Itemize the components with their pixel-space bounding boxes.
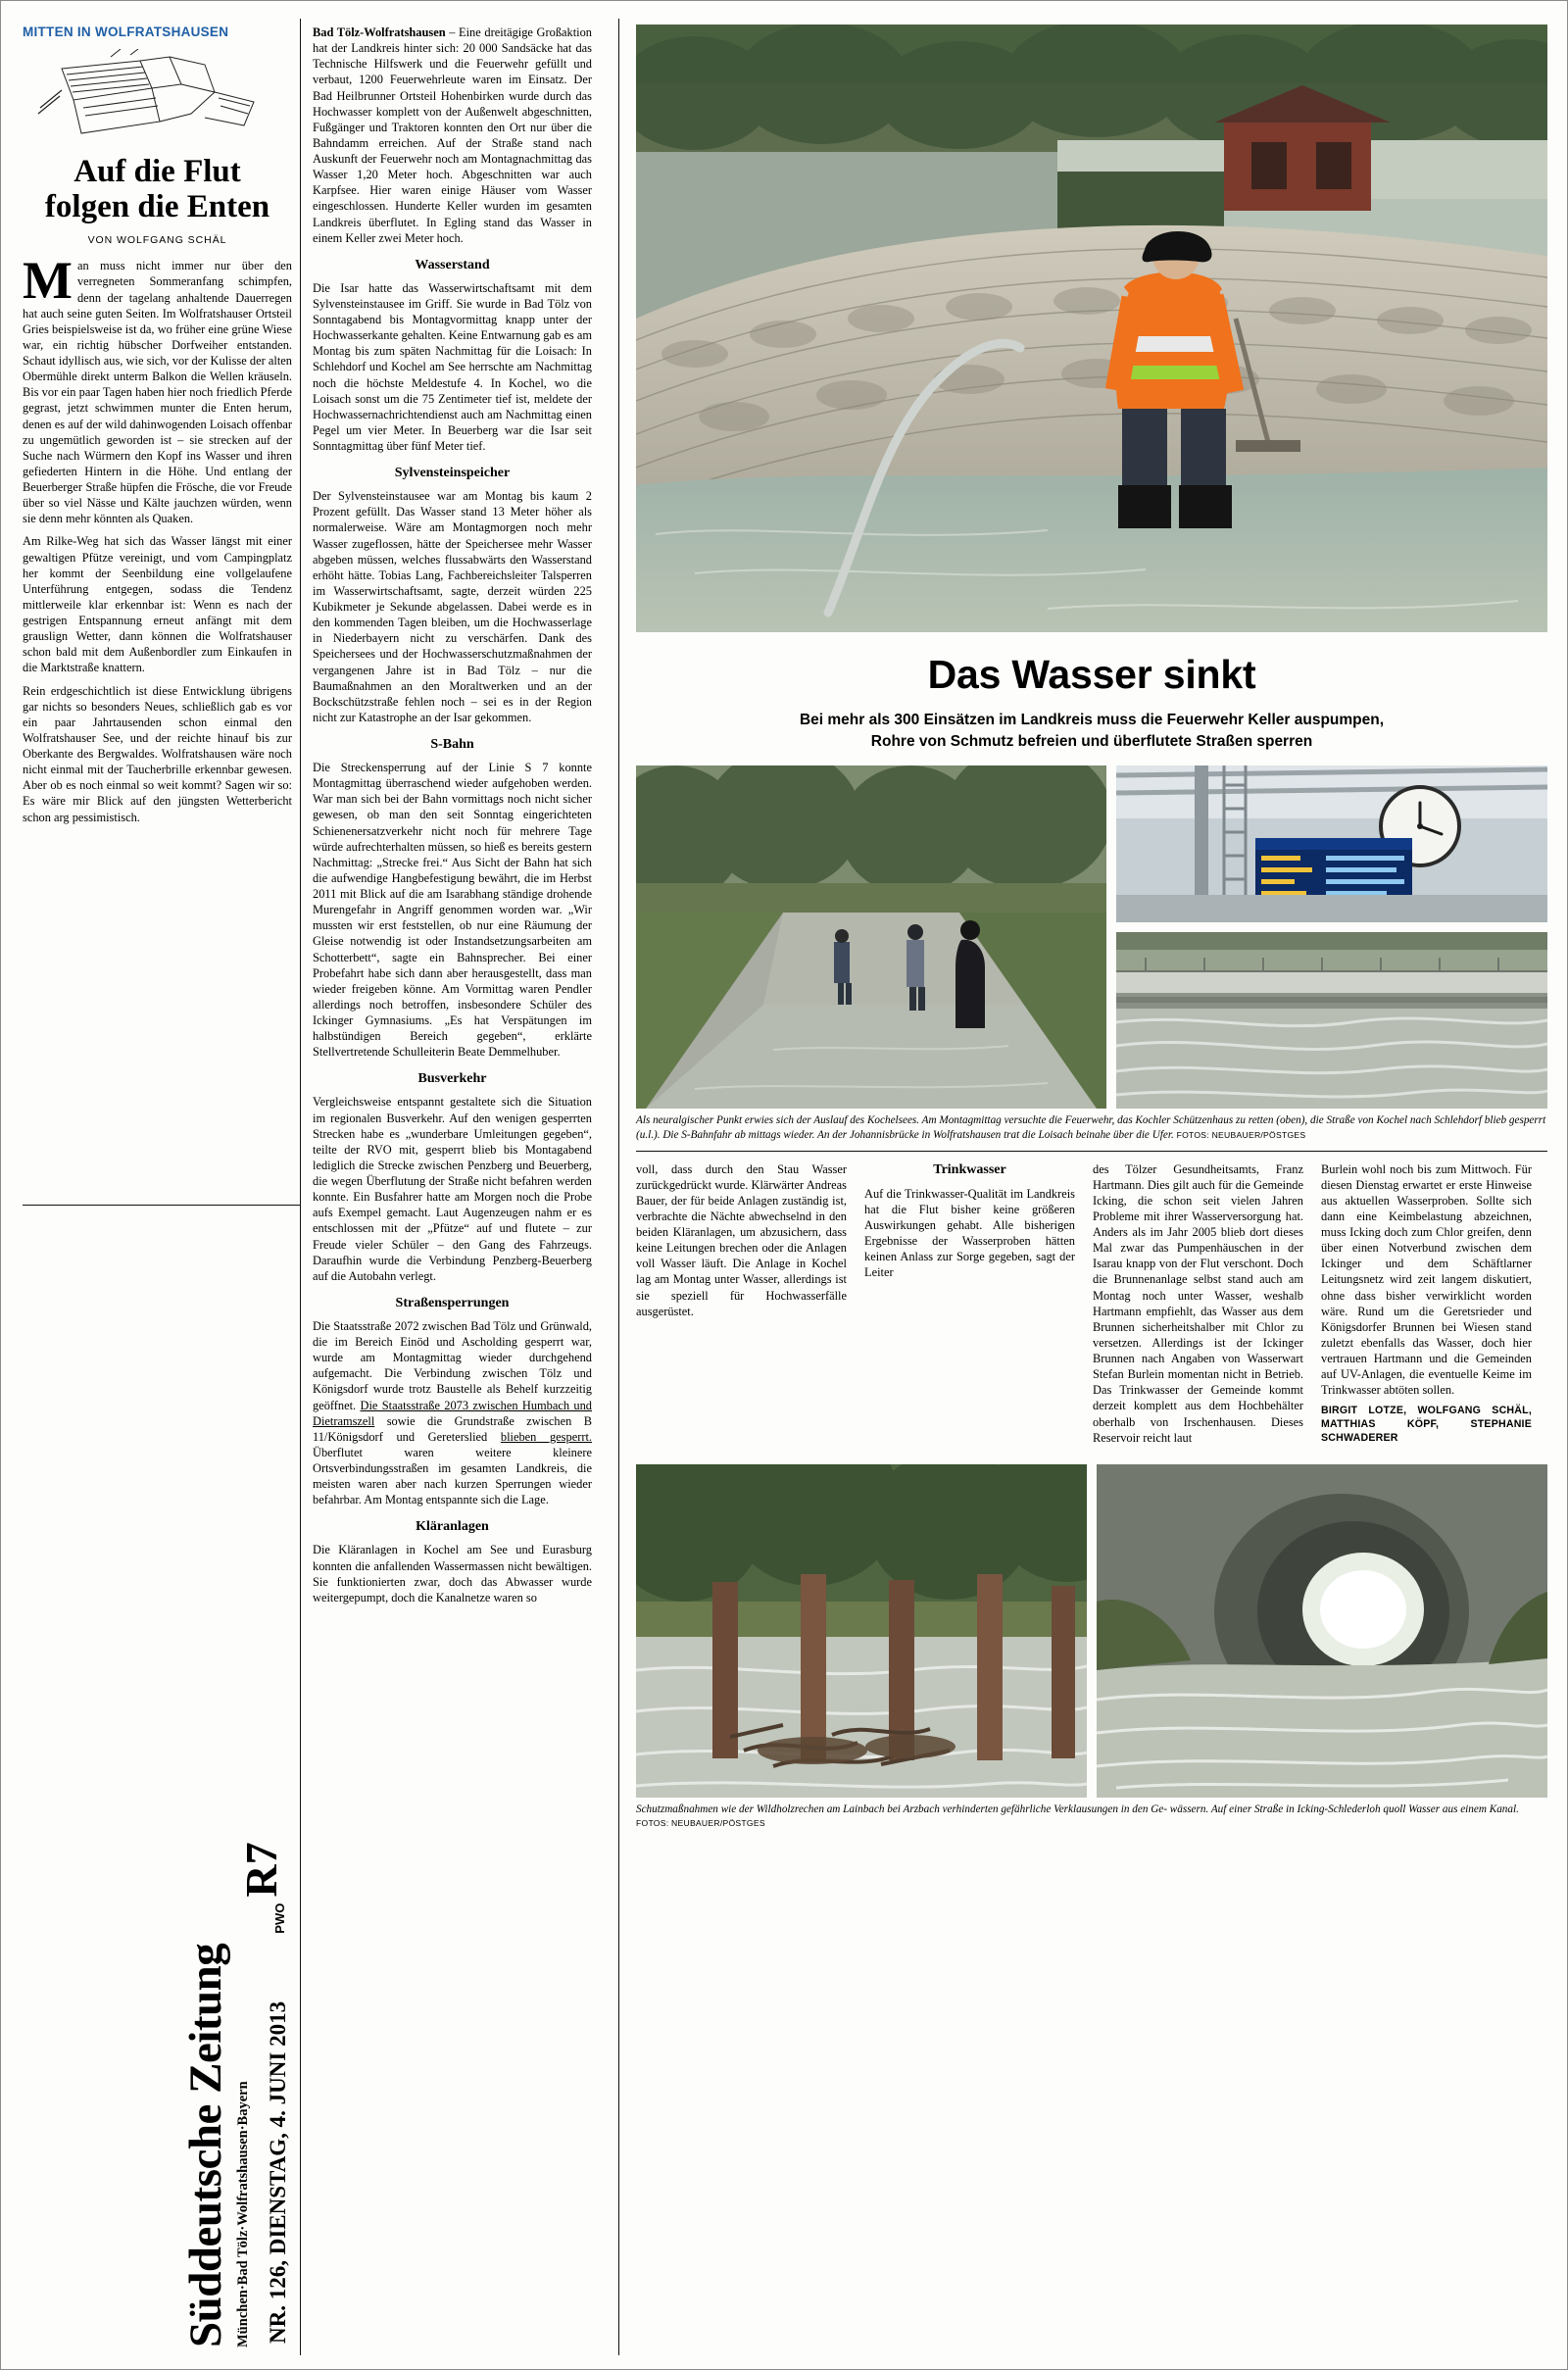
subhead-busverkehr: Busverkehr — [417, 1071, 487, 1087]
link-strasse-2073[interactable]: Die Staatsstraße 2073 zwischen Humbach und Dietramszell — [313, 1398, 592, 1428]
column-right — [636, 25, 1547, 1831]
paragraph: Rein erdgeschichtlich ist diese Entwicklung übrigens gar nichts so besonders Neues, schließlich gab es vor ein paar Jahrtausenden schon einmal den Wolfratshauser See, und der reichte hinauf bis zur Oberkante des Bergwaldes. Wolfratshausen wäre noch nicht einmal mit der Taucherbrille erkennbar gewesen. Aber ob es noch einmal so weit kommt? Sagen wir so: Es wäre mir Blick auf den jüngsten Wetterbericht schon arg pessimistisch. — [23, 683, 292, 824]
section-text — [313, 1542, 592, 1605]
paragraph: Der Sylvensteinstausee war am Montag bis kaum 2 Prozent gefüllt. Das Wasser stand 13 Meter höher als normalerweise. Wäre am Montagmorgen noch mehr Wasser zugeflossen, hätte der Speichersee mehr Wasser abgeben müssen, welches flussabwärts den Wasserstand erhöht hätte. Tobias Lang, Fachbereichsleiter Talsperren im Wasserwirtschaftsamt, sagte, derzeit würden 225 Kubikmeter je Sekunde abgelassen. Dabei werde es in den kommenden Tagen bleiben, um die Hochwasserlage in Niederbayern nicht zu verschärfen. Dank des Speichersees und der Hochwasserschutzmaßnahmen der vergangenen Jahre ist in Bad Tölz – nur die Baumaßnahmen an den Moraltwerken und an der Bockschützstraße fehlen noch – sei es in der Region nicht zur Katastrophe an der Isar gekommen. — [313, 489, 592, 724]
text-mid: sowie die Grundstraße zwischen B 11/Königsdorf und Gereterslied — [313, 1413, 592, 1444]
left-article-body — [23, 251, 292, 824]
column-rule-2 — [618, 19, 619, 2355]
page-title — [23, 155, 292, 224]
dateline: Bad Tölz-Wolfratshausen — [313, 25, 446, 39]
caption-bottom — [636, 1802, 1547, 1831]
lead-paragraph — [313, 25, 592, 246]
photo-wildholzrechen — [636, 1464, 1087, 1798]
paragraph — [313, 1318, 592, 1508]
column-two — [313, 25, 592, 1612]
column-left — [23, 25, 292, 832]
left-divider — [23, 1205, 300, 1206]
masthead — [0, 1804, 293, 2353]
bottom-text-columns — [636, 1161, 1547, 1453]
decorative-illustration — [23, 49, 292, 147]
byline: VON WOLFGANG SCHÄL — [87, 234, 227, 247]
photo-station-display — [1116, 765, 1547, 922]
subhead-s-bahn: S-Bahn — [430, 737, 474, 752]
main-headline: Das Wasser sinkt — [927, 652, 1256, 697]
photo-river-bridge — [1116, 932, 1547, 1109]
section-text — [313, 1094, 592, 1284]
lead-text: – Eine dreitägige Großaktion hat der Landkreis hinter sich: 20 000 Sandsäcke hat das Technische Hilfswerk und die Feuerwehr gefüllt und verbaut, 1200 Feuerwehrleute waren im Einsatz. Der Bad Heilbrunner Ortsteil Hohenbirken wurde durch das Hochwasser komplett von der Außenwelt abgeschnitten, Fußgänger und Traktoren konnten den Ort nur über die Bahndamm erreichen. Auf der Straße stand nach Auskunft der Feuerwehr noch am Montagnachmittag das Wasser 1,20 Meter hoch. Abgeschnitten war auch Karpfsee. Hier waren einige Häuser vom Wasser eingeschlossen. Hunderte Keller wurden im gesamten Landkreis überflutet. In Egling stand das Wasser in einem Keller zwei Meter hoch. — [313, 25, 592, 245]
subhead-klaeranlagen: Kläranlagen — [416, 1519, 489, 1535]
caption-line-2: wässern. Auf einer Straße in Icking-Schlederloh quoll Wasser aus einem Kanal. — [1169, 1802, 1519, 1815]
paragraph: Auf die Trinkwasser-Qualität im Landkreis hat die Flut bisher keine größeren Auswirkungen gehabt. Alle bisherigen Ergebnisse der Wasserproben hätten keinen Anlass zur Sorge gegeben, sagt der Leiter — [864, 1186, 1075, 1280]
subhead-line-1: Bei mehr als 300 Einsätzen im Landkreis muss die Feuerwehr Keller auspumpen, — [799, 712, 1385, 728]
section-text — [313, 280, 592, 454]
subhead-line-2: Rohre von Schmutz befreien und überflutete Straßen sperren — [870, 732, 1313, 750]
paragraph: Am Rilke-Weg hat sich das Wasser längst mit einer gewaltigen Pfütze vereinigt, und vom Campingplatz her kommt der Seenbildung eine vollgelaufene Unterführung entgegen, sodass die Tendenz mittlerweile klar erkennbar ist: Wenn es nach der gestrigen Entspannung erneut anfängt mit dem grauslign Wetter, dann können die Wolfratshauser schon bald mit dem Außenbordler zum Einkaufen in die Marktstraße knattern. — [23, 534, 292, 675]
headline-line-1: Auf die Flut — [74, 154, 241, 189]
newspaper-regions: München·Bad Tölz·Wolfratshausen·Bayern — [235, 2081, 251, 2347]
photo-flooded-road — [636, 765, 1106, 1109]
bottom-col-4 — [1321, 1161, 1532, 1453]
paragraph: des Tölzer Gesundheitsamts, Franz Hartmann. Dies gilt auch für die Gemeinde Icking, die schon seit vielen Jahren Probleme mit ihrer Wasserversorgung hat. Anders als im Jahr 2005 blieb dort dieses Mal zwar das Pumpenhäuschen in der Isarau knapp von der Flut verschont. Doch die Brunnenanlage selbst stand auch am Montag noch unter Wasser, weshalb Hartmann empfiehlt, das Wasser aus dem Brunnen sicherheitshalber mit Chlor zu versetzen. Allerdings ist der Ickinger Brunnen nach Angaben von Wasserwart Stefan Burlein momentan nicht in Betrieb. Das Trinkwasser der Gemeinde kommt derzeit komplett aus dem Hochbehälter oberhalb von Irschenhausen. Dieses Reservoir reicht laut — [1093, 1161, 1303, 1445]
photo-credit: FOTOS: NEUBAUER/PÖSTGES — [636, 1818, 765, 1829]
subhead-trinkwasser: Trinkwasser — [933, 1161, 1006, 1177]
paragraph: Die Kläranlagen in Kochel am See und Eurasburg konnten die anfallenden Wassermassen nicht bewältigen. Sie funktionierten zwar, doch das Abwasser wurde weitergepumpt, doch die Kanalnetze waren so — [313, 1543, 592, 1605]
section-text — [313, 488, 592, 725]
photo-group-bottom — [636, 1464, 1547, 1798]
photo-group-middle — [636, 765, 1547, 1109]
paragraph: Die Streckensperrung auf der Linie S 7 konnte Montagmittag überraschend wieder aufgehoben werden. War man sich bei der Bahn vormittags noch nicht sicher gewesen, ob man den seit Sonntag eingerichteten Schienenersatzverkehr nicht noch für mehrere Tage würde aufrechterhalten müssen, so hieß es bereits gestern Nachmittag: „Strecke frei.“ Aus Sicht der Bahn hat sich die aufwendige Hangbefestigung bewährt, die im Herbst 2011 mit Blick auf die am Isarabhang ständige drohende Murengefahr in Angriff genommen worden war. „Wir mussten wir erst feststellen, ob nur eine Räumung der Gleise notwendig ist oder Instandsetzungsarbeiten am Schotterbett“, sagte ein Bahnsprecher. Bei einer Probefahrt habe sich dann aber herausgestellt, dass man wieder freigeben könne. Am Vormittag waren Pendler allerdings noch betroffen, insbesondere Schüler des Ickinger Gymnasiums. „Es hat Verspätungen im halbstündigen Bereich gegeben“, erklärte Stellvertretende Schulleiterin Beate Demmelhuber. — [313, 761, 592, 1060]
column-rule-1 — [300, 19, 301, 2355]
link-gesperrt[interactable]: blieben gesperrt. — [500, 1429, 592, 1444]
section-text — [313, 760, 592, 1060]
bottom-col-1 — [636, 1161, 847, 1453]
paragraph: Die Isar hatte das Wasserwirtschaftsamt mit dem Sylvensteinstausee im Griff. Sie wurde in Bad Tölz von Sonntagabend bis Montagvormittag knapp unter der Hochwasserkante gehalten. Keine Entwarnung gab es am Montag bis zum späten Nachmittag für die Loisach: In Schlehdorf und Kochel am See herrschte am Nachmittag noch die höchste Meldestufe 4. In Kochel, wo die Loisach sonst um die 75 Zentimeter tief ist, meldete der Hochwassernachrichtendienst auch am Nachmittag einen Pegel um vier Meter. In Beuerberg war die Isar seit Sonntagmittag über fünf Meter tief. — [313, 280, 592, 453]
paragraph: Man muss nicht immer nur über den verregneten Sommeranfang schimpfen, denn der tagelang anhaltende Dauerregen hat auch seine guten Seiten. Im Wolfratshauser Ortsteil Gries beispielsweise ist da, wo früher eine grüne Wiese war, ein richtig hübscher Dorfweiher entstanden. Schaut idyllisch aus, wie sich, vor der Kulisse der alten Obermühle direkt unterm Balkon die Wellen kräuseln. Bis vor ein paar Tagen haben hier noch friedlich Pferde gegrast, jetzt schwimmen munter die Enten herum, denen es auf der wild dahinwogenden Loisach offenbar zu ungemütlich geworden ist – sie strecken auf der Suche nach Würmern den Kopf ins Wasser und ihren gefiederten Hintern in die Höhe. Und entlang der Beuerberger Straße hüpfen die Frösche, die vor Freude über so viel Nässe und Kälte jauchzen würden, wenn sie denn mehr könnten als Quaken. — [23, 251, 292, 526]
paragraph: Burlein wohl noch bis zum Mittwoch. Für diesen Dienstag erwartet er erste Hinweise aus aktuellen Wasserproben. Sollte sich dann eine Keimbelastung abzeichnen, muss Icking doch zum Chlor greifen, denn über einen Notverbund zwischen dem Ickinger und dem Schäftlarner Leitungsnetz wird zeit langem diskutiert, ohne dass bisher verwirklicht worden wäre. Rund um die Geretsrieder und Königsdorfer Brunnen bei Wiesen stand zuletzt ebenfalls das Wasser, doch hier vertrauen Hartmann und die Gemeinden auf UV-Anlagen, die eventuelle Keime im Trinkwasser abtöten sollen. — [1321, 1161, 1532, 1398]
edition-code: PWO — [272, 1902, 287, 1934]
divider — [636, 1151, 1547, 1152]
headline-line-2: folgen die Enten — [44, 188, 270, 224]
subhead-wasserstand: Wasserstand — [415, 257, 490, 272]
bottom-col-3 — [1093, 1161, 1303, 1453]
bottom-col-2 — [864, 1161, 1075, 1453]
subhead-strassensperrungen: Straßensperrungen — [395, 1295, 510, 1310]
main-subhead — [636, 710, 1547, 752]
paragraph: voll, dass durch den Stau Wasser zurückgedrückt wurde. Klärwärter Andreas Bauer, der für beide Anlagen zuständig ist, verbrachte die Nächte abwechselnd in den beiden Kläranlagen, um abzusichern, dass keine Leitungen brechen oder die Anlagen voll Wasser läuft. Die Anlage in Kochel lag am Montag unter Wasser, allerdings ist sie speziell für Hochwasserfälle ausgerüstet. — [636, 1161, 847, 1318]
caption-line-1: Schutzmaßnahmen wie der Wildholzrechen am Lainbach bei Arzbach verhinderten gefährliche Verklausungen in den Ge- — [636, 1802, 1167, 1815]
page-number: R7 — [236, 1842, 286, 1898]
photo-credit: FOTOS: NEUBAUER/PÖSTGES — [1176, 1129, 1306, 1140]
photo-firefighter-sandbags — [636, 25, 1547, 632]
paragraph: Vergleichsweise entspannt gestaltete sich die Situation im regionalen Busverkehr. Auf den wenigen gesperrten Strecken habe es „wunderbare Umleitungen gegeben“, teilte der RVO mit, gesperrt blieb bis Montagabend lediglich die Strecke zwischen Penzberg und Beuerberg, die wegen Überflutung der Straße nicht befahren werden konnte. Ein Busfahrer hatte am Morgen noch die Probe aufs Exempel gemacht. Laut Augenzeugen nahm er es entschlossen mit der „Pfütze“ auf und flutete – zur Freude vieler Schüler – den Gang des Fahrzeugs. Daraufhin wurde die Verbindung Penzberg-Beuerberg auf die Autobahn verlegt. — [313, 1095, 592, 1283]
section-kicker: MITTEN IN WOLFRATSHAUSEN — [23, 25, 229, 39]
text-post: Überflutet waren weitere kleinere Ortsverbindungsstraßen im gesamten Landkreis, die meisten waren aber nach kurzen Sperrungen wieder befahrbar. Am Montag entspannte sich die Lage. — [313, 1445, 592, 1507]
photo-icking-tunnel — [1097, 1464, 1547, 1798]
caption-middle — [636, 1113, 1547, 1142]
text-pre: Die Staatsstraße 2072 zwischen Bad Tölz und Grünwald, die im Bereich Einöd und Ascholding gesperrt war, wurde am Montagmittag wieder durchgehend aufgemacht. Die Verbindung zwischen Tölz und Königsdorf wurde trotz Baustelle als Behelf kurzzeitig geöffnet. — [313, 1318, 592, 1412]
author-signature: BIRGIT LOTZE, WOLFGANG SCHÄL, MATTHIAS KÖPF, STEPHANIE SCHWADERER — [1321, 1405, 1532, 1444]
subhead-sylvensteinspeicher: Sylvensteinspeicher — [394, 466, 511, 481]
issue-line: NR. 126, DIENSTAG, 4. JUNI 2013 — [266, 2000, 290, 2344]
caption-text: Als neuralgischer Punkt erwies sich der Auslauf des Kochelsees. Am Montagmittag versuchte die Feuerwehr, das Kochler Schützenhaus zu retten (oben), die Straße von Kochel nach Schlehdorf blieb gesperrt (u.l.). Die S-Bahnfahr ab mittags wieder. An der Johannisbrücke in Wolfratshausen trat die Loisach beinahe über die Ufer. — [636, 1114, 1546, 1141]
newspaper-name: Süddeutsche Zeitung — [180, 1943, 231, 2347]
section-text — [313, 1318, 592, 1508]
